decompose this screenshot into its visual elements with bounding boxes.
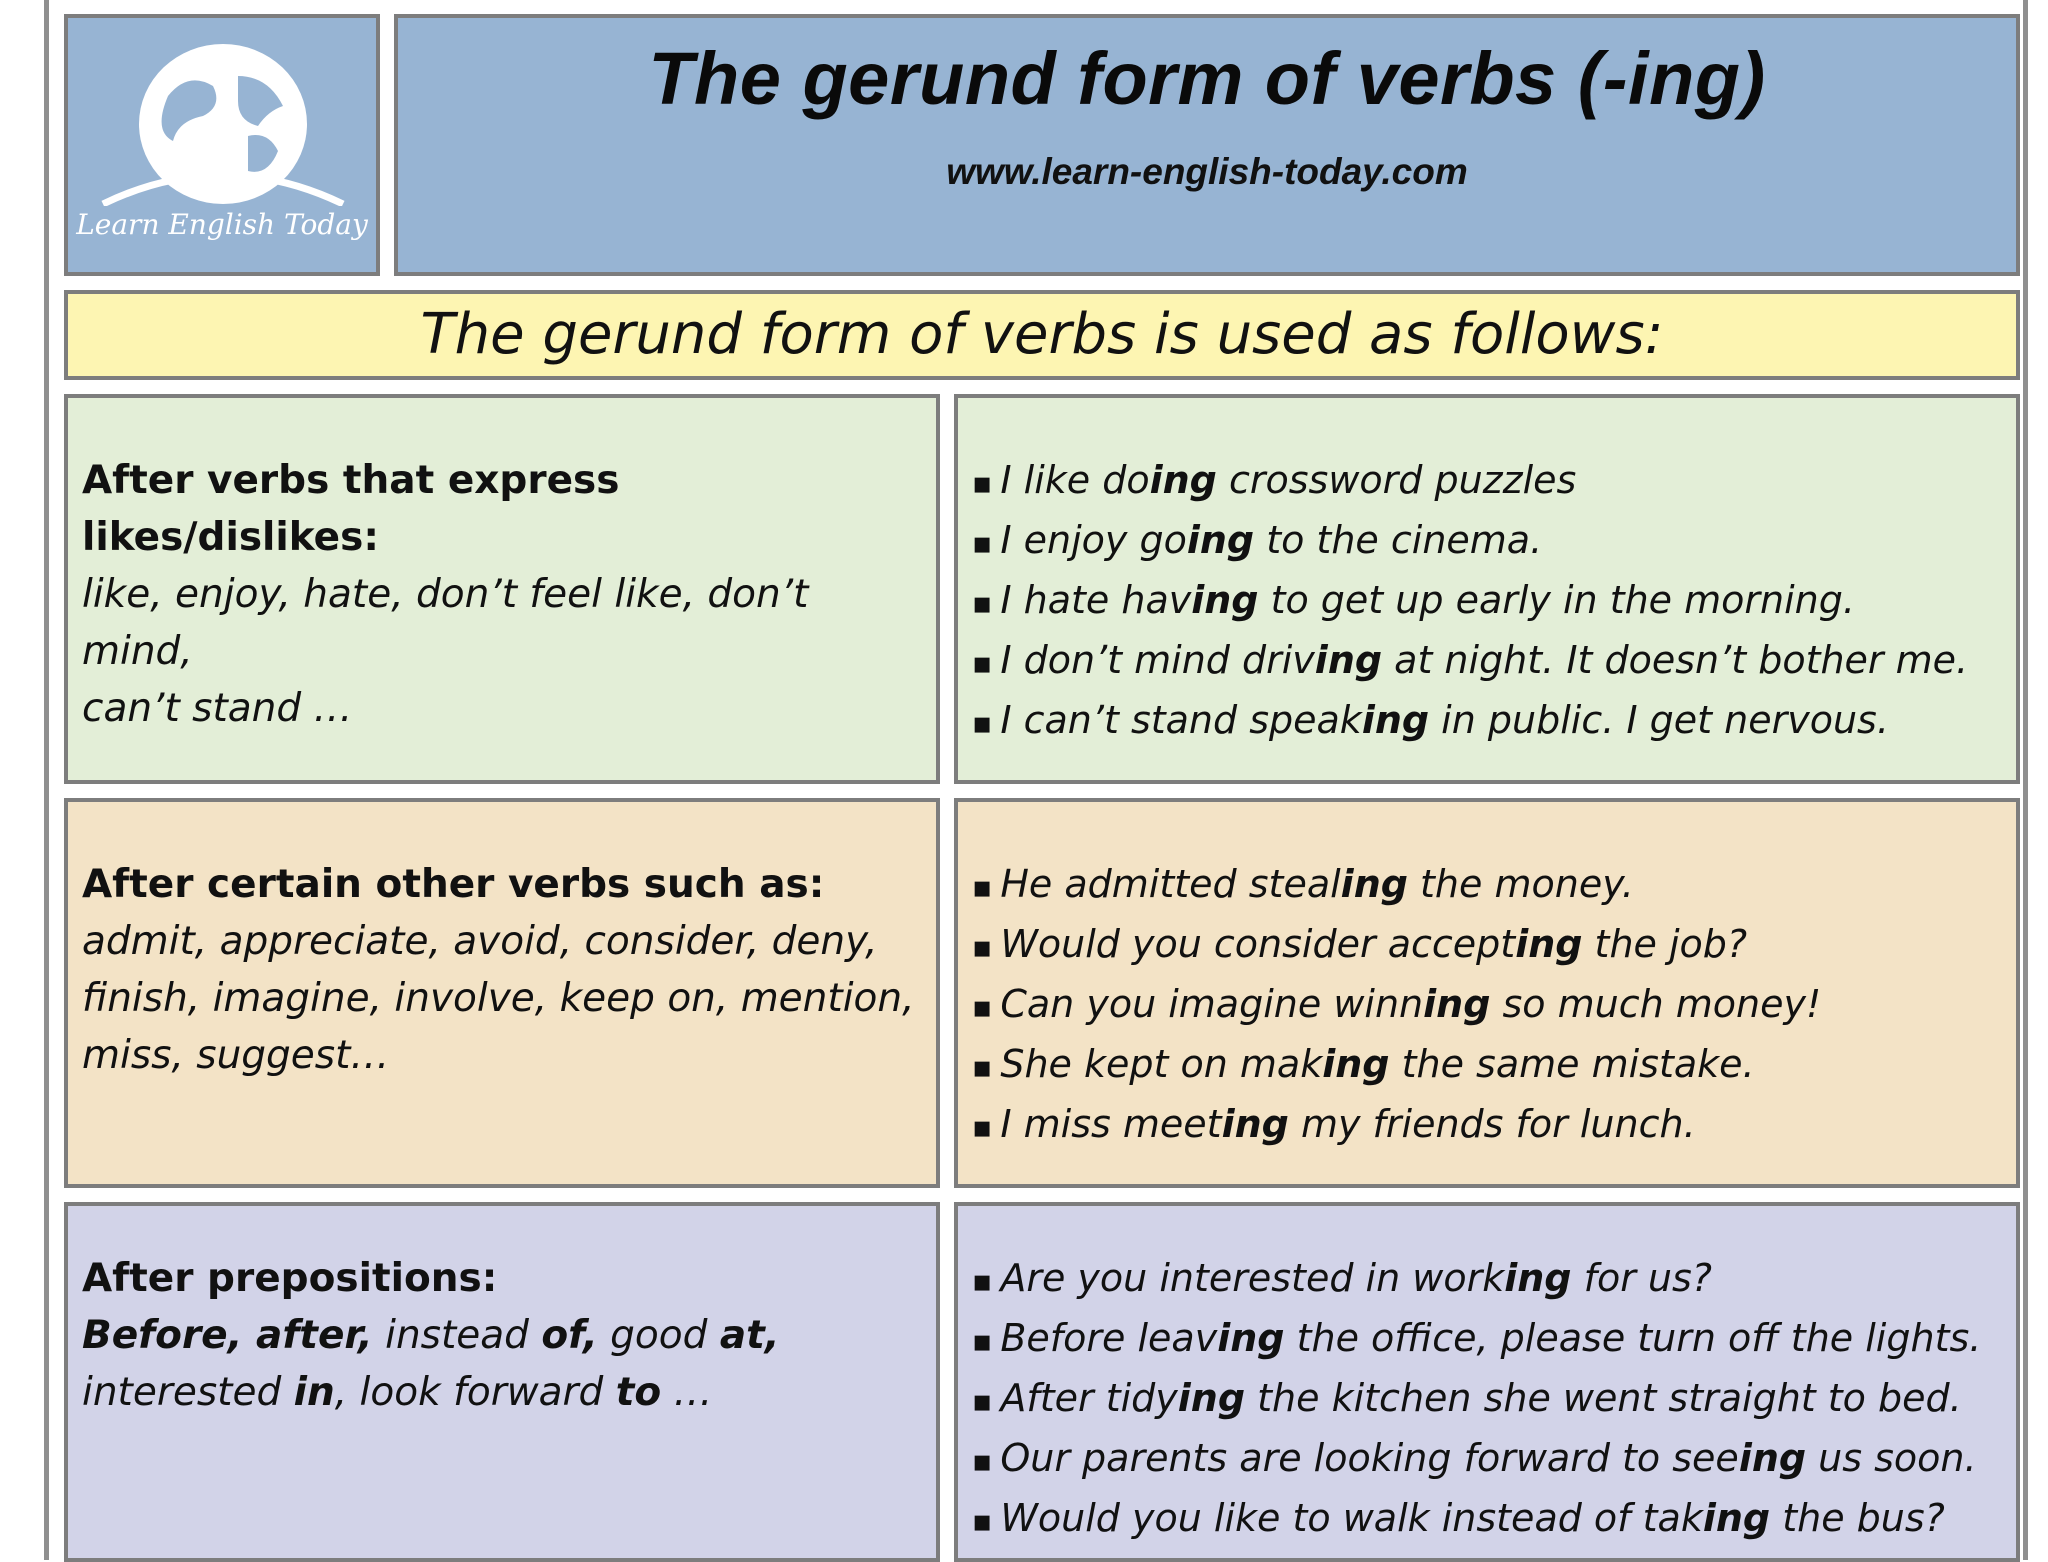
example-sentence: ▪ Our parents are looking forward to seeing us soon.: [972, 1430, 2006, 1490]
section-likes-examples: [954, 394, 2020, 784]
example-sentence: ▪ After tidying the kitchen she went straight to bed.: [972, 1370, 2006, 1430]
example-sentence: ▪ He admitted stealing the money.: [972, 856, 2006, 916]
example-sentence: ▪ Before leaving the office, please turn off the lights.: [972, 1310, 2006, 1370]
example-sentence: ▪ I can’t stand speaking in public. I get nervous.: [972, 692, 2006, 752]
example-sentence: ▪ I enjoy going to the cinema.: [972, 512, 2006, 572]
example-list: [972, 452, 2006, 752]
example-list: [972, 1250, 2006, 1550]
section-description-line: finish, imagine, involve, keep on, mention,: [82, 976, 915, 1021]
section-heading: After certain other verbs such as:: [82, 862, 825, 907]
header-box: [394, 14, 2020, 276]
page-title: The gerund form of verbs (-ing): [648, 37, 1766, 120]
example-list: [972, 856, 2006, 1156]
section-description-line: interested in, look forward to …: [82, 1370, 713, 1415]
logo-box: [64, 14, 380, 276]
intro-banner: The gerund form of verbs is used as follows:: [64, 290, 2020, 380]
section-description-line: like, enjoy, hate, don’t feel like, don’t mind,: [82, 572, 809, 674]
section-prepositions-rule: [64, 1202, 940, 1562]
example-sentence: ▪ I hate having to get up early in the morning.: [972, 572, 2006, 632]
section-likes-rule: [64, 394, 940, 784]
section-heading: After prepositions:: [82, 1256, 498, 1301]
section-prepositions-examples: [954, 1202, 2020, 1562]
section-description-line: can’t stand …: [82, 686, 353, 731]
section-other-verbs-rule: [64, 798, 940, 1188]
section-description-line: miss, suggest…: [82, 1033, 390, 1078]
example-sentence: ▪ I like doing crossword puzzles: [972, 452, 2006, 512]
logo-text: Learn English Today: [76, 208, 368, 241]
section-other-verbs-examples: [954, 798, 2020, 1188]
example-sentence: ▪ Are you interested in working for us?: [972, 1250, 2006, 1310]
example-sentence: ▪ She kept on making the same mistake.: [972, 1036, 2006, 1096]
website-url[interactable]: www.learn-english-today.com: [946, 151, 1468, 192]
example-sentence: ▪ Can you imagine winning so much money!: [972, 976, 2006, 1036]
example-sentence: ▪ Would you like to walk instead of taking the bus?: [972, 1490, 2006, 1550]
section-heading: After verbs that express likes/dislikes:: [82, 458, 620, 560]
section-description-line: Before, after, instead of, good at,: [82, 1313, 780, 1358]
example-sentence: ▪ I miss meeting my friends for lunch.: [972, 1096, 2006, 1156]
example-sentence: ▪ I don’t mind driving at night. It doesn’t bother me.: [972, 632, 2006, 692]
globe-logo-icon: [98, 36, 348, 206]
section-description-line: admit, appreciate, avoid, consider, deny,: [82, 919, 878, 964]
example-sentence: ▪ Would you consider accepting the job?: [972, 916, 2006, 976]
